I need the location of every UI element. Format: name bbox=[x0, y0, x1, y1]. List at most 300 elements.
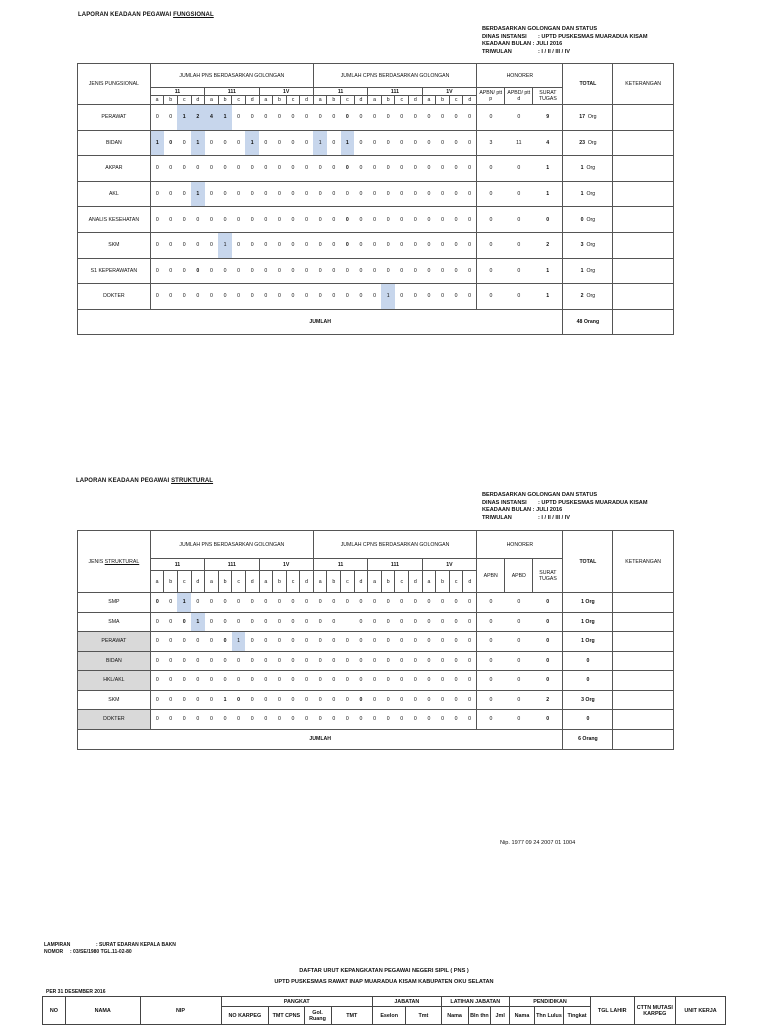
golongan-count: 0 bbox=[150, 181, 164, 207]
row-total-value: 0 bbox=[586, 677, 590, 684]
honorer-surat-tugas: 1 bbox=[533, 156, 563, 182]
header-cpns: JUMLAH CPNS BERDASARKAN GOLONGAN bbox=[313, 64, 476, 88]
golongan-count: 0 bbox=[205, 156, 219, 182]
golongan-count: 0 bbox=[463, 232, 477, 258]
golongan-letter: c bbox=[341, 571, 355, 593]
golongan-count: 0 bbox=[368, 156, 382, 182]
golongan-count: 0 bbox=[205, 632, 219, 652]
row-total bbox=[563, 232, 613, 258]
golongan-count: 0 bbox=[164, 258, 178, 284]
golongan-count: 0 bbox=[341, 156, 355, 182]
golongan-count: 0 bbox=[313, 710, 327, 730]
golongan-count: 0 bbox=[341, 181, 355, 207]
row-total-value: 17 bbox=[579, 114, 585, 121]
row-total bbox=[563, 612, 613, 632]
golongan-count: 1 bbox=[218, 105, 232, 131]
golongan-count: 0 bbox=[245, 284, 259, 310]
golongan-count: 0 bbox=[449, 105, 463, 131]
col-tmt2: Tmt bbox=[406, 1007, 441, 1025]
golongan-count: 0 bbox=[300, 710, 314, 730]
golongan-count: 0 bbox=[150, 593, 164, 613]
row-jenis: SMA bbox=[78, 612, 151, 632]
golongan-count: 0 bbox=[409, 284, 423, 310]
golongan-count: 0 bbox=[259, 156, 273, 182]
golongan-count: 0 bbox=[409, 258, 423, 284]
table-row bbox=[78, 258, 674, 284]
row-total-value: 1 bbox=[580, 191, 584, 198]
golongan-count: 0 bbox=[436, 258, 450, 284]
honorer-surat-tugas: 0 bbox=[533, 671, 563, 691]
jumlah-keterangan bbox=[613, 309, 674, 334]
row-jenis: PERAWAT bbox=[78, 105, 151, 131]
golongan-count: 0 bbox=[381, 105, 395, 131]
instansi-value: : UPTD PUSKESMAS MUARADUA KISAM bbox=[538, 499, 648, 506]
golongan-count: 0 bbox=[218, 258, 232, 284]
row-jenis: DOKTER bbox=[78, 284, 151, 310]
golongan-count: 0 bbox=[245, 181, 259, 207]
golongan-count: 0 bbox=[341, 284, 355, 310]
golongan-count: 0 bbox=[368, 207, 382, 233]
golongan-count: 0 bbox=[368, 258, 382, 284]
golongan-count: 0 bbox=[313, 612, 327, 632]
row-total-value: 0 bbox=[586, 716, 590, 723]
row-total-value: 2 bbox=[580, 293, 584, 300]
golongan-count: 0 bbox=[286, 156, 300, 182]
golongan-count: 0 bbox=[463, 130, 477, 156]
golongan-count: 0 bbox=[368, 593, 382, 613]
golongan-count: 0 bbox=[177, 632, 191, 652]
golongan-count: 0 bbox=[164, 593, 178, 613]
nomor-value: : 03/SE/1980 TGL.11-02-80 bbox=[70, 949, 132, 955]
golongan-count: 0 bbox=[300, 258, 314, 284]
honorer-apbd: 0 bbox=[505, 632, 533, 652]
golongan-count: 0 bbox=[327, 671, 341, 691]
golongan-count: 0 bbox=[218, 130, 232, 156]
honorer-apbn: 0 bbox=[477, 181, 505, 207]
col-cttn: CTTN MUTASI KARPEG bbox=[634, 997, 676, 1025]
row-total bbox=[563, 632, 613, 652]
golongan-letter: a bbox=[150, 96, 164, 105]
golongan-count: 0 bbox=[313, 156, 327, 182]
instansi-label: DINAS INSTANSI bbox=[482, 499, 527, 506]
golongan-count: 0 bbox=[313, 105, 327, 131]
golongan-count: 0 bbox=[381, 651, 395, 671]
golongan-letter: d bbox=[463, 571, 477, 593]
row-total-value: 1 Org bbox=[581, 618, 595, 625]
daftar-title: DAFTAR URUT KEPANGKATAN PEGAWAI NEGERI SIPIL ( PNS ) bbox=[299, 968, 469, 974]
golongan-count: 0 bbox=[177, 671, 191, 691]
honorer-surat-tugas: 4 bbox=[533, 130, 563, 156]
golongan-letter: b bbox=[164, 96, 178, 105]
golongan-count: 0 bbox=[205, 710, 219, 730]
golongan-count: 0 bbox=[463, 258, 477, 284]
golongan-count: 0 bbox=[205, 232, 219, 258]
golongan-count: 0 bbox=[218, 671, 232, 691]
golongan-letter: d bbox=[409, 96, 423, 105]
golongan-count: 0 bbox=[259, 651, 273, 671]
golongan-count: 0 bbox=[422, 258, 436, 284]
golongan-letter: c bbox=[395, 571, 409, 593]
row-jenis: DOKTER bbox=[78, 710, 151, 730]
golongan-letter: b bbox=[273, 571, 287, 593]
golongan-count: 0 bbox=[409, 671, 423, 691]
golongan-count: 0 bbox=[273, 632, 287, 652]
golongan-count: 0 bbox=[368, 671, 382, 691]
golongan-count: 0 bbox=[341, 105, 355, 131]
golongan-count: 0 bbox=[395, 632, 409, 652]
golongan-count: 0 bbox=[422, 105, 436, 131]
table-row bbox=[78, 181, 674, 207]
golongan-count: 0 bbox=[449, 207, 463, 233]
col-latihan: LATIHAN JABATAN bbox=[441, 997, 509, 1007]
golongan-count: 0 bbox=[436, 130, 450, 156]
golongan-count: 0 bbox=[327, 612, 341, 632]
col-pendidikan: PENDIDIKAN bbox=[510, 997, 591, 1007]
honorer-surat-tugas: 0 bbox=[533, 632, 563, 652]
golongan-count: 0 bbox=[300, 651, 314, 671]
table-row bbox=[78, 232, 674, 258]
row-total-unit: Org bbox=[586, 191, 596, 198]
golongan-count: 0 bbox=[409, 632, 423, 652]
golongan-count: 0 bbox=[313, 207, 327, 233]
golongan-count: 0 bbox=[449, 710, 463, 730]
golongan-count: 0 bbox=[286, 651, 300, 671]
golongan-group: 11 bbox=[150, 88, 204, 96]
golongan-letter: a bbox=[422, 571, 436, 593]
golongan-count: 0 bbox=[354, 632, 368, 652]
golongan-count: 1 bbox=[191, 130, 205, 156]
header-keterangan: KETERANGAN bbox=[613, 64, 674, 105]
honorer-apbn: 0 bbox=[477, 690, 505, 710]
table-row bbox=[78, 284, 674, 310]
golongan-count: 0 bbox=[422, 207, 436, 233]
honorer-apbn: 0 bbox=[477, 710, 505, 730]
golongan-count: 0 bbox=[259, 632, 273, 652]
header-honorer: HONORER bbox=[477, 64, 563, 88]
golongan-count: 0 bbox=[395, 258, 409, 284]
golongan-count: 0 bbox=[205, 612, 219, 632]
row-total bbox=[563, 593, 613, 613]
col-unit-kerja: UNIT KERJA bbox=[676, 997, 726, 1025]
golongan-count: 0 bbox=[368, 130, 382, 156]
golongan-count: 0 bbox=[354, 207, 368, 233]
golongan-letter: d bbox=[354, 96, 368, 105]
golongan-count: 0 bbox=[395, 612, 409, 632]
golongan-count: 0 bbox=[205, 690, 219, 710]
golongan-count: 0 bbox=[313, 181, 327, 207]
col-nama: NAMA bbox=[65, 997, 140, 1025]
golongan-count: 0 bbox=[205, 258, 219, 284]
honorer-apbn: 0 bbox=[477, 651, 505, 671]
golongan-count: 0 bbox=[191, 156, 205, 182]
golongan-letter: d bbox=[409, 571, 423, 593]
golongan-count: 0 bbox=[354, 284, 368, 310]
golongan-count: 0 bbox=[164, 651, 178, 671]
golongan-count: 0 bbox=[286, 232, 300, 258]
struktural-meta bbox=[482, 492, 648, 522]
golongan-count: 0 bbox=[327, 258, 341, 284]
honorer-surat-tugas: 1 bbox=[533, 258, 563, 284]
golongan-count: 0 bbox=[300, 690, 314, 710]
header-jenis: JENIS PUNGSIONAL bbox=[78, 64, 151, 105]
golongan-count: 0 bbox=[177, 284, 191, 310]
golongan-count: 0 bbox=[313, 632, 327, 652]
table-row bbox=[78, 651, 674, 671]
honorer-apbn: 0 bbox=[477, 232, 505, 258]
golongan-count: 0 bbox=[409, 181, 423, 207]
golongan-count: 0 bbox=[381, 207, 395, 233]
jumlah-keterangan bbox=[613, 729, 674, 749]
golongan-count: 1 bbox=[218, 690, 232, 710]
golongan-group: 111 bbox=[368, 88, 422, 96]
golongan-count: 0 bbox=[164, 671, 178, 691]
honorer-surat-tugas: 0 bbox=[533, 207, 563, 233]
golongan-letter: a bbox=[205, 571, 219, 593]
row-total-value: 23 bbox=[579, 139, 585, 146]
golongan-count: 0 bbox=[177, 651, 191, 671]
honorer-apbd: 0 bbox=[505, 612, 533, 632]
golongan-letter: d bbox=[463, 96, 477, 105]
golongan-count: 0 bbox=[436, 207, 450, 233]
golongan-count: 1 bbox=[177, 105, 191, 131]
golongan-group: 1V bbox=[259, 88, 313, 96]
golongan-count: 0 bbox=[313, 651, 327, 671]
meta-line1: BERDASARKAN GOLONGAN DAN STATUS bbox=[482, 26, 598, 32]
golongan-count: 0 bbox=[313, 258, 327, 284]
golongan-letter: d bbox=[191, 96, 205, 105]
golongan-count: 0 bbox=[205, 671, 219, 691]
golongan-letter: c bbox=[286, 96, 300, 105]
honorer-apbn: 0 bbox=[477, 612, 505, 632]
golongan-count: 0 bbox=[300, 612, 314, 632]
golongan-count: 0 bbox=[259, 130, 273, 156]
golongan-count: 0 bbox=[354, 671, 368, 691]
col-thn-lulus: Thn Lulus bbox=[534, 1007, 563, 1025]
col-tmt-cpns: TMT CPNS bbox=[269, 1007, 304, 1025]
row-jenis: SKM bbox=[78, 232, 151, 258]
honorer-apbn: 0 bbox=[477, 207, 505, 233]
golongan-count: 0 bbox=[422, 130, 436, 156]
row-jenis: SKM bbox=[78, 690, 151, 710]
per-date: PER 31 DESEMBER 2016 bbox=[46, 989, 106, 995]
golongan-count: 0 bbox=[463, 690, 477, 710]
golongan-count: 0 bbox=[368, 284, 382, 310]
golongan-count: 0 bbox=[436, 232, 450, 258]
golongan-count: 0 bbox=[422, 284, 436, 310]
honorer-apbn: 0 bbox=[477, 632, 505, 652]
golongan-count: 4 bbox=[205, 105, 219, 131]
golongan-count: 0 bbox=[259, 232, 273, 258]
row-total bbox=[563, 284, 613, 310]
golongan-count: 0 bbox=[436, 651, 450, 671]
jumlah-row bbox=[78, 309, 674, 334]
col-nip: NIP bbox=[140, 997, 221, 1025]
golongan-letter: b bbox=[327, 571, 341, 593]
golongan-count: 0 bbox=[436, 284, 450, 310]
honorer-apbd: 0 bbox=[505, 284, 533, 310]
golongan-count: 0 bbox=[150, 632, 164, 652]
golongan-count: 0 bbox=[259, 671, 273, 691]
golongan-count: 0 bbox=[354, 105, 368, 131]
golongan-count: 0 bbox=[150, 671, 164, 691]
golongan-count: 0 bbox=[245, 207, 259, 233]
golongan-letter: d bbox=[300, 96, 314, 105]
golongan-count: 0 bbox=[422, 612, 436, 632]
honorer-apbn: 3 bbox=[477, 130, 505, 156]
golongan-count: 0 bbox=[409, 710, 423, 730]
golongan-count: 0 bbox=[341, 632, 355, 652]
golongan-count: 0 bbox=[449, 651, 463, 671]
golongan-count: 0 bbox=[232, 258, 246, 284]
golongan-count: 0 bbox=[313, 690, 327, 710]
golongan-count: 0 bbox=[354, 130, 368, 156]
golongan-letter: d bbox=[354, 571, 368, 593]
row-total bbox=[563, 690, 613, 710]
honorer-apbn: 0 bbox=[477, 671, 505, 691]
golongan-letter: b bbox=[381, 96, 395, 105]
golongan-count: 0 bbox=[354, 710, 368, 730]
golongan-letter: a bbox=[150, 571, 164, 593]
row-jenis: BIDAN bbox=[78, 651, 151, 671]
golongan-count: 0 bbox=[205, 130, 219, 156]
golongan-count: 0 bbox=[436, 181, 450, 207]
golongan-count: 0 bbox=[409, 207, 423, 233]
golongan-count: 0 bbox=[273, 671, 287, 691]
honorer-surat-tugas: 2 bbox=[533, 232, 563, 258]
golongan-count: 0 bbox=[286, 593, 300, 613]
golongan-count: 0 bbox=[409, 156, 423, 182]
golongan-count: 0 bbox=[245, 710, 259, 730]
golongan-count: 0 bbox=[422, 181, 436, 207]
golongan-count: 0 bbox=[205, 181, 219, 207]
golongan-letter: d bbox=[300, 571, 314, 593]
row-total-unit: Org bbox=[586, 242, 596, 249]
golongan-count: 0 bbox=[245, 593, 259, 613]
golongan-count: 0 bbox=[205, 593, 219, 613]
golongan-count: 0 bbox=[463, 651, 477, 671]
honorer-apbd: 0 bbox=[505, 105, 533, 131]
golongan-count: 1 bbox=[381, 284, 395, 310]
golongan-letter: d bbox=[245, 96, 259, 105]
golongan-count: 0 bbox=[327, 181, 341, 207]
golongan-count: 0 bbox=[422, 710, 436, 730]
row-jenis: BIDAN bbox=[78, 130, 151, 156]
golongan-count: 0 bbox=[164, 690, 178, 710]
golongan-count: 0 bbox=[286, 105, 300, 131]
golongan-count: 0 bbox=[436, 593, 450, 613]
row-keterangan bbox=[613, 690, 674, 710]
struktural-table bbox=[77, 530, 674, 750]
golongan-count: 0 bbox=[449, 130, 463, 156]
golongan-count: 0 bbox=[436, 690, 450, 710]
golongan-count: 0 bbox=[218, 593, 232, 613]
golongan-count: 0 bbox=[463, 207, 477, 233]
golongan-count: 0 bbox=[354, 156, 368, 182]
golongan-count: 0 bbox=[273, 710, 287, 730]
golongan-count: 0 bbox=[354, 612, 368, 632]
golongan-count: 0 bbox=[191, 710, 205, 730]
golongan-count: 0 bbox=[300, 593, 314, 613]
golongan-count: 0 bbox=[177, 156, 191, 182]
golongan-group: 11 bbox=[313, 88, 367, 96]
header-apbd: APBD/ ptt d bbox=[505, 88, 533, 105]
golongan-count: 0 bbox=[327, 156, 341, 182]
golongan-count: 0 bbox=[273, 258, 287, 284]
golongan-count: 0 bbox=[381, 612, 395, 632]
golongan-count: 1 bbox=[232, 632, 246, 652]
golongan-count: 0 bbox=[232, 690, 246, 710]
golongan-count: 0 bbox=[150, 105, 164, 131]
golongan-count: 0 bbox=[368, 651, 382, 671]
golongan-count: 0 bbox=[395, 284, 409, 310]
golongan-count: 0 bbox=[273, 284, 287, 310]
row-total-value: 1 Org bbox=[581, 599, 595, 606]
golongan-count: 0 bbox=[259, 181, 273, 207]
golongan-count: 0 bbox=[436, 710, 450, 730]
golongan-count: 0 bbox=[463, 105, 477, 131]
golongan-count: 0 bbox=[463, 671, 477, 691]
golongan-letter: b bbox=[381, 571, 395, 593]
golongan-count: 0 bbox=[395, 710, 409, 730]
golongan-count: 0 bbox=[286, 207, 300, 233]
triwulan-label: TRIWULAN bbox=[482, 48, 512, 55]
golongan-count: 0 bbox=[313, 232, 327, 258]
triwulan-value: : I / II / III / IV bbox=[538, 48, 571, 55]
golongan-count: 0 bbox=[245, 232, 259, 258]
row-total bbox=[563, 710, 613, 730]
row-keterangan bbox=[613, 207, 674, 233]
golongan-count: 0 bbox=[150, 232, 164, 258]
golongan-count: 0 bbox=[273, 593, 287, 613]
golongan-count: 0 bbox=[300, 156, 314, 182]
row-total-value: 0 bbox=[586, 657, 590, 664]
golongan-count: 0 bbox=[286, 258, 300, 284]
golongan-count: 0 bbox=[409, 130, 423, 156]
honorer-apbn: 0 bbox=[477, 284, 505, 310]
golongan-count: 1 bbox=[313, 130, 327, 156]
nomor-label: NOMOR bbox=[44, 949, 64, 955]
honorer-apbd: 0 bbox=[505, 207, 533, 233]
golongan-letter: a bbox=[259, 96, 273, 105]
row-total bbox=[563, 651, 613, 671]
golongan-count: 0 bbox=[259, 284, 273, 310]
golongan-count: 0 bbox=[463, 593, 477, 613]
golongan-count: 0 bbox=[422, 156, 436, 182]
daftar-subtitle: UPTD PUSKESMAS RAWAT INAP MUARADUA KISAM KABUPATEN OKU SELATAN bbox=[274, 979, 494, 985]
golongan-count: 0 bbox=[327, 130, 341, 156]
golongan-count: 0 bbox=[436, 156, 450, 182]
golongan-count: 0 bbox=[463, 181, 477, 207]
jumlah-label: JUMLAH bbox=[78, 729, 563, 749]
golongan-letter: a bbox=[205, 96, 219, 105]
golongan-count: 0 bbox=[259, 207, 273, 233]
golongan-count: 0 bbox=[164, 232, 178, 258]
golongan-count: 0 bbox=[354, 232, 368, 258]
golongan-count: 0 bbox=[245, 651, 259, 671]
golongan-letter: b bbox=[164, 571, 178, 593]
golongan-count: 0 bbox=[218, 284, 232, 310]
table-row bbox=[78, 156, 674, 182]
golongan-count: 0 bbox=[191, 632, 205, 652]
header-surat-tugas: SURAT TUGAS bbox=[533, 559, 563, 593]
golongan-count: 1 bbox=[191, 612, 205, 632]
golongan-count: 0 bbox=[164, 181, 178, 207]
golongan-count: 0 bbox=[422, 651, 436, 671]
golongan-count: 0 bbox=[232, 232, 246, 258]
keadaan-value: JULI 2016 bbox=[536, 507, 563, 514]
golongan-letter: c bbox=[395, 96, 409, 105]
golongan-count: 0 bbox=[449, 632, 463, 652]
